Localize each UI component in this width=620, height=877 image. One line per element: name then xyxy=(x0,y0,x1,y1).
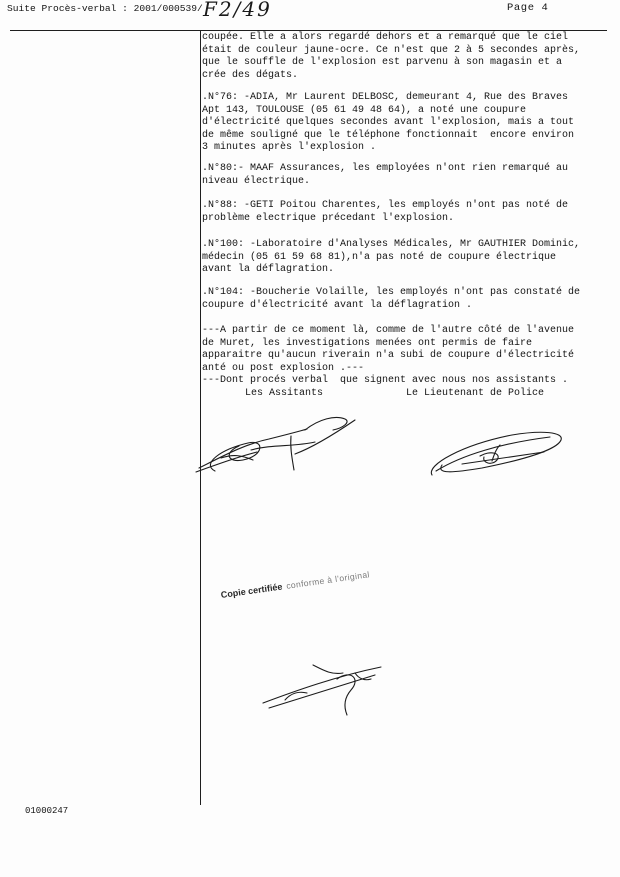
text-line: était de couleur jaune-ocre. Ce n'est que 2 à 5 secondes après, xyxy=(202,44,581,56)
paragraph-n80 xyxy=(202,163,568,188)
paragraph-n104 xyxy=(202,287,580,312)
paragraph-n76 xyxy=(202,92,574,155)
handwritten-reference: F2/49 xyxy=(203,0,272,21)
text-line: médecin (05 61 59 68 81),n'a pas noté de coupure électrique xyxy=(202,251,557,263)
page-number: Page 4 xyxy=(507,2,549,14)
text-line: crée des dégats. xyxy=(202,69,299,81)
certification-stamp xyxy=(219,564,370,603)
certification-signature xyxy=(255,645,390,720)
paragraph-n100 xyxy=(202,239,580,277)
text-line: coupure d'électricité avant la déflagration . xyxy=(202,299,473,311)
document-id: 01000247 xyxy=(25,806,69,816)
text-line: d'électricité quelques secondes avant l'explosion, mais a tout xyxy=(202,117,575,129)
paragraph-continuation xyxy=(202,32,580,82)
header-title: Suite Procès-verbal : 2001/000539/ xyxy=(7,3,203,14)
text-line: .N°80:- MAAF Assurances, les employées n'ont rien remarqué au xyxy=(202,163,569,174)
officer-label: Le Lieutenant de Police xyxy=(406,388,545,399)
text-line: apparaitre qu'aucun riverain n'a subi de coupure d'électricité xyxy=(202,350,575,362)
text-line: avant la déflagration. xyxy=(202,264,335,276)
assistant-signature xyxy=(193,408,363,476)
text-line: .N°76: -ADIA, Mr Laurent DELBOSC, demeurant 4, Rue des Braves xyxy=(202,92,569,103)
text-line: 3 minutes après l'explosion . xyxy=(202,142,377,154)
text-line: de Muret, les investigations menées ont permis de faire xyxy=(202,337,533,349)
text-line: de même souligné que le téléphone fonctionnait encore environ xyxy=(202,129,575,141)
paragraph-n88 xyxy=(202,200,568,225)
text-line: ---A partir de ce moment là, comme de l'autre côté de l'avenue xyxy=(202,325,575,336)
text-line: que le souffle de l'explosion est parvenu à son magasin et a xyxy=(202,57,563,69)
text-line: anté ou post explosion .--- xyxy=(202,362,365,374)
header-rule xyxy=(10,30,607,31)
text-line: .N°104: -Boucherie Volaille, les employés n'ont pas constaté de xyxy=(202,287,581,298)
stamp-line-2: conforme à l'original xyxy=(285,569,371,591)
text-line: problème electrique précedant l'explosion. xyxy=(202,212,455,224)
text-line: .N°88: -GETI Poitou Charentes, les employés n'ont pas noté de xyxy=(202,200,569,211)
text-line: coupée. Elle a alors regardé dehors et a remarqué que le ciel xyxy=(202,32,569,43)
assistants-label: Les Assitants xyxy=(245,388,324,399)
paragraph-conclusion xyxy=(202,325,574,388)
stamp-line-1: Copie certifiée xyxy=(220,581,284,601)
text-line: ---Dont procés verbal que signent avec nous nos assistants . xyxy=(202,375,569,387)
text-line: .N°100: -Laboratoire d'Analyses Médicales, Mr GAUTHIER Dominic, xyxy=(202,239,581,250)
officer-signature xyxy=(422,425,570,483)
text-line: niveau électrique. xyxy=(202,175,311,187)
text-line: Apt 143, TOULOUSE (05 61 49 48 64), a noté une coupure xyxy=(202,104,527,116)
